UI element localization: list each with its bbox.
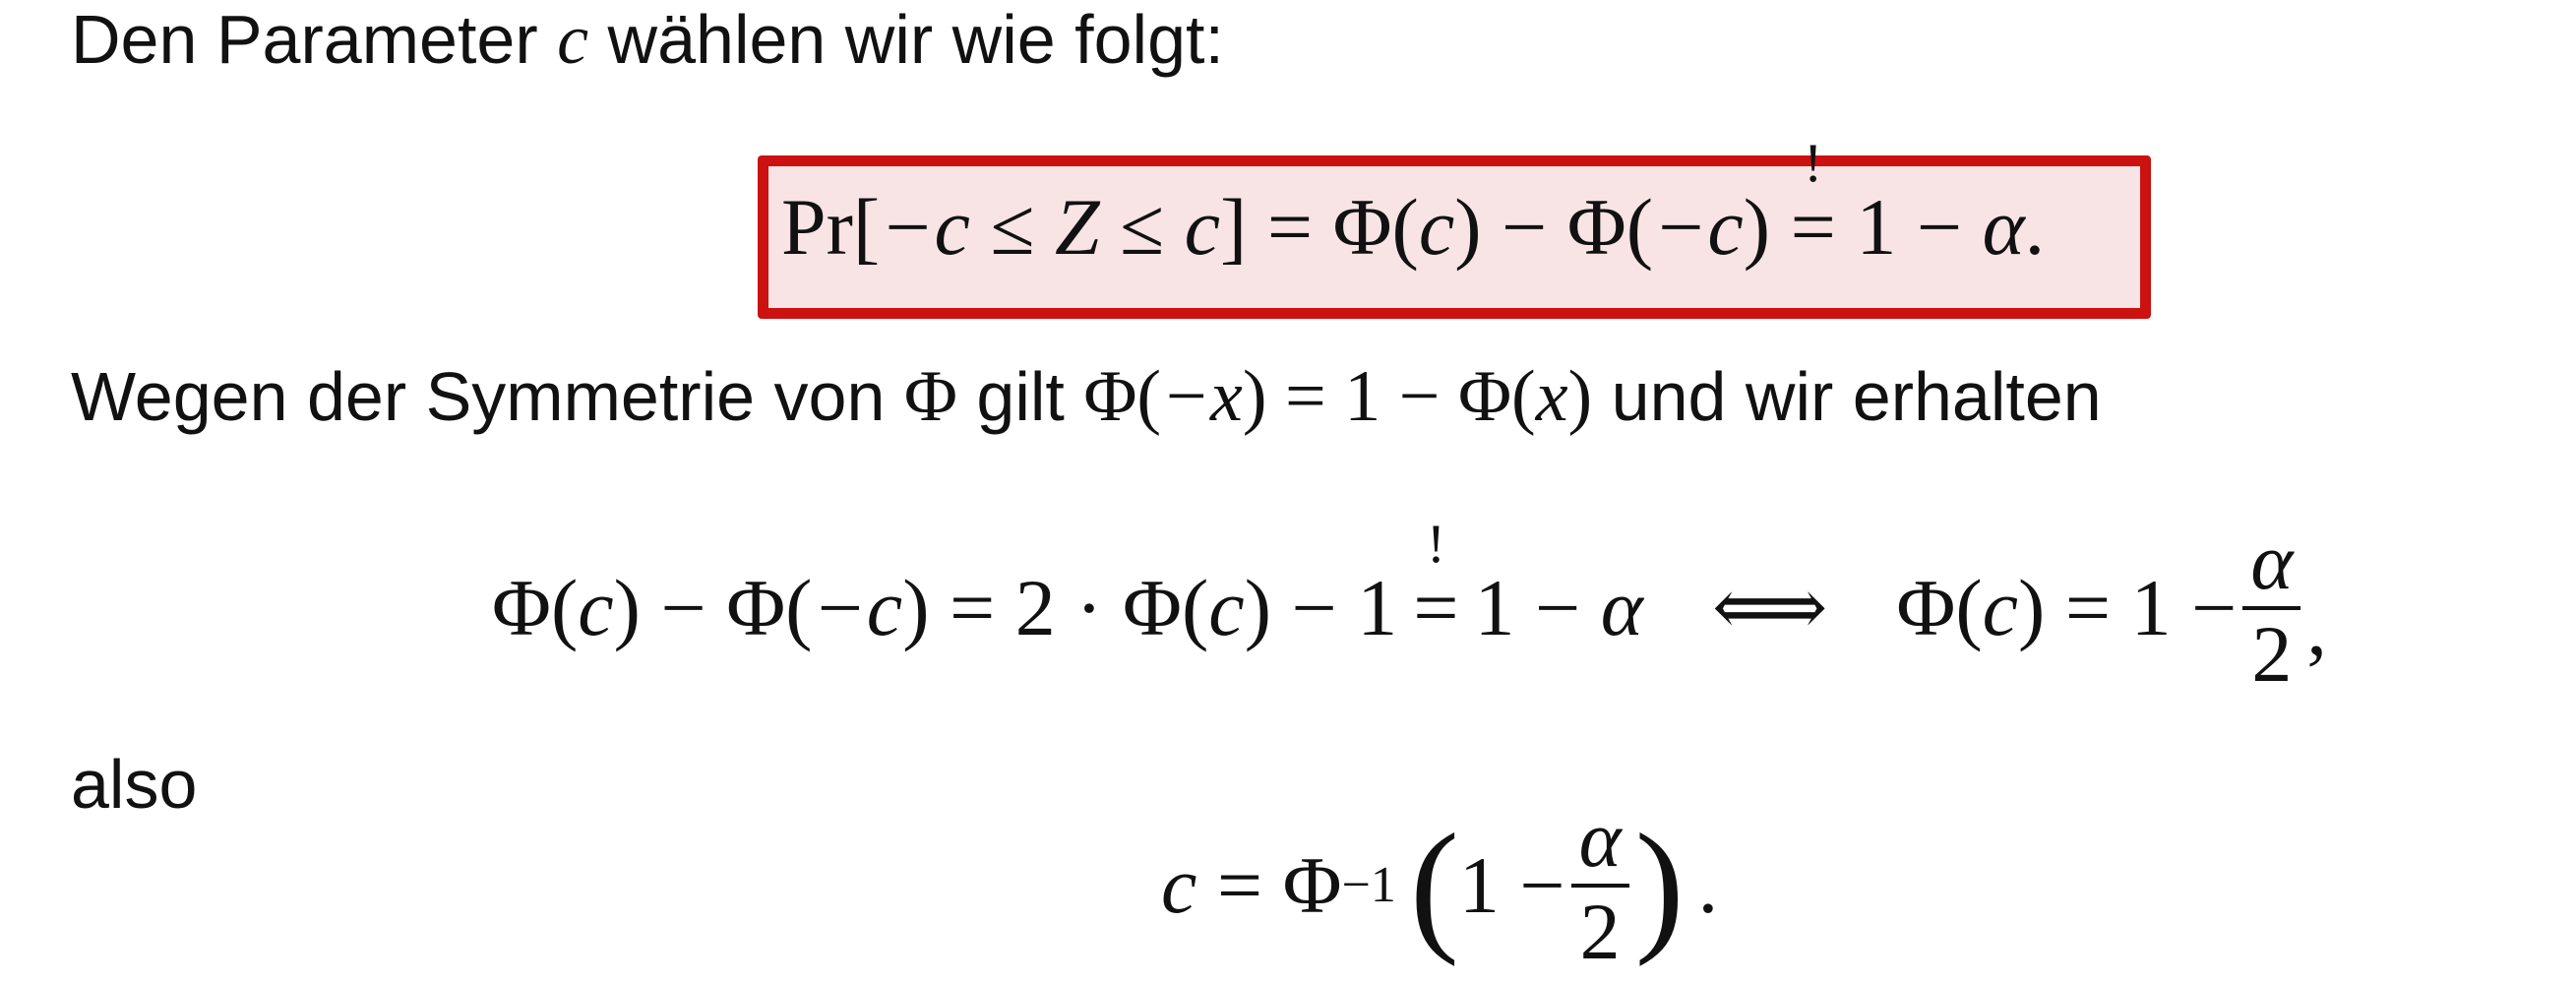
var-c-2: c bbox=[1418, 182, 1455, 272]
symmetry-mid: gilt bbox=[976, 358, 1065, 435]
eq3-fraction bbox=[1571, 794, 1629, 976]
eq2-p4: ) − 1 bbox=[1244, 563, 1398, 652]
eq3-frac-num: α bbox=[1571, 799, 1629, 888]
eq3-frac-den: 2 bbox=[1579, 887, 1621, 976]
eq2-defeq: = bbox=[1413, 563, 1459, 652]
alpha: α bbox=[1982, 182, 2025, 272]
neg-x: −x bbox=[1161, 356, 1243, 437]
bang-mark: ! bbox=[1804, 133, 1823, 194]
eq2-c3: c bbox=[1208, 563, 1245, 652]
equals: = bbox=[1266, 182, 1314, 272]
eq2-p5: 1 − bbox=[1474, 563, 1581, 652]
eq3-sup: −1 bbox=[1341, 857, 1396, 913]
var-c: c bbox=[1184, 182, 1220, 272]
eq3-dot: . bbox=[1697, 840, 1719, 930]
eq2-c1: c bbox=[578, 563, 614, 652]
symmetry-suffix: und wir erhalten bbox=[1611, 358, 2102, 435]
eq2-bang: ! bbox=[1427, 514, 1445, 575]
rhs: 1 − bbox=[1856, 182, 1963, 272]
eq2-fraction bbox=[2242, 517, 2300, 699]
eq2-p2: ) − Φ( bbox=[613, 563, 813, 652]
symmetry-formula bbox=[1083, 356, 1592, 437]
eq3-rparen: ) bbox=[1634, 804, 1685, 967]
eq2-frac-num: α bbox=[2242, 522, 2300, 610]
eq2-c2: −c bbox=[812, 563, 903, 652]
intro-line bbox=[71, 0, 1224, 79]
eq2-p1: Φ( bbox=[492, 563, 579, 652]
eq2-frac-den: 2 bbox=[2251, 609, 2293, 699]
intro-suffix: wählen wir wie folgt: bbox=[607, 1, 1224, 78]
equation-three bbox=[1161, 794, 1719, 976]
also-text: also bbox=[71, 746, 198, 823]
neg-c: −c bbox=[880, 182, 970, 272]
paren-close-2: ) bbox=[1743, 182, 1771, 272]
intro-prefix: Den Parameter bbox=[71, 1, 538, 78]
neg-c-2: −c bbox=[1653, 182, 1744, 272]
symmetry-prefix: Wegen der Symmetrie von bbox=[71, 358, 886, 435]
pr-open: Pr[ bbox=[781, 182, 881, 272]
symmetry-line bbox=[71, 356, 2102, 437]
eq3-lparen: ( bbox=[1409, 804, 1459, 967]
period: . bbox=[2024, 182, 2046, 272]
also-line bbox=[71, 746, 198, 823]
eq2-alpha: α bbox=[1600, 563, 1643, 652]
phi-open-1: Φ( bbox=[1332, 182, 1419, 272]
boxed-equation bbox=[781, 133, 2046, 272]
formula-b: ) = 1 − Φ( bbox=[1242, 356, 1536, 437]
eq2-c4: c bbox=[1982, 563, 2019, 652]
eq2-p7: ) = 1 − bbox=[2018, 563, 2238, 652]
eq2-p6: Φ( bbox=[1896, 563, 1983, 652]
eq3-one-minus: 1 − bbox=[1458, 840, 1565, 930]
formula-c: ) bbox=[1567, 356, 1593, 437]
defined-equals bbox=[1790, 133, 1836, 272]
phi-symbol: Φ bbox=[903, 356, 957, 437]
phi-open-2: Φ( bbox=[1566, 182, 1654, 272]
var-z: Z bbox=[1054, 182, 1100, 272]
var-x: x bbox=[1535, 356, 1568, 437]
leq-2: ≤ bbox=[1120, 182, 1165, 272]
pr-close: ] bbox=[1220, 182, 1248, 272]
eq2-defined-equals bbox=[1413, 514, 1459, 652]
iff-arrow: ⟺ bbox=[1711, 563, 1828, 652]
formula-a: Φ( bbox=[1083, 356, 1162, 437]
equation-two bbox=[492, 514, 2327, 699]
eq2-comma: , bbox=[2306, 583, 2327, 672]
minus: − bbox=[1502, 182, 1548, 272]
eq2-p3: ) = 2 · Φ( bbox=[902, 563, 1209, 652]
intro-var-c: c bbox=[557, 0, 589, 79]
eq3-c: c bbox=[1161, 840, 1197, 930]
paren-close-1: ) bbox=[1454, 182, 1482, 272]
eq3-eq-phi: = Φ bbox=[1216, 840, 1342, 930]
defeq-sign: = bbox=[1790, 182, 1836, 272]
leq-1: ≤ bbox=[990, 182, 1035, 272]
